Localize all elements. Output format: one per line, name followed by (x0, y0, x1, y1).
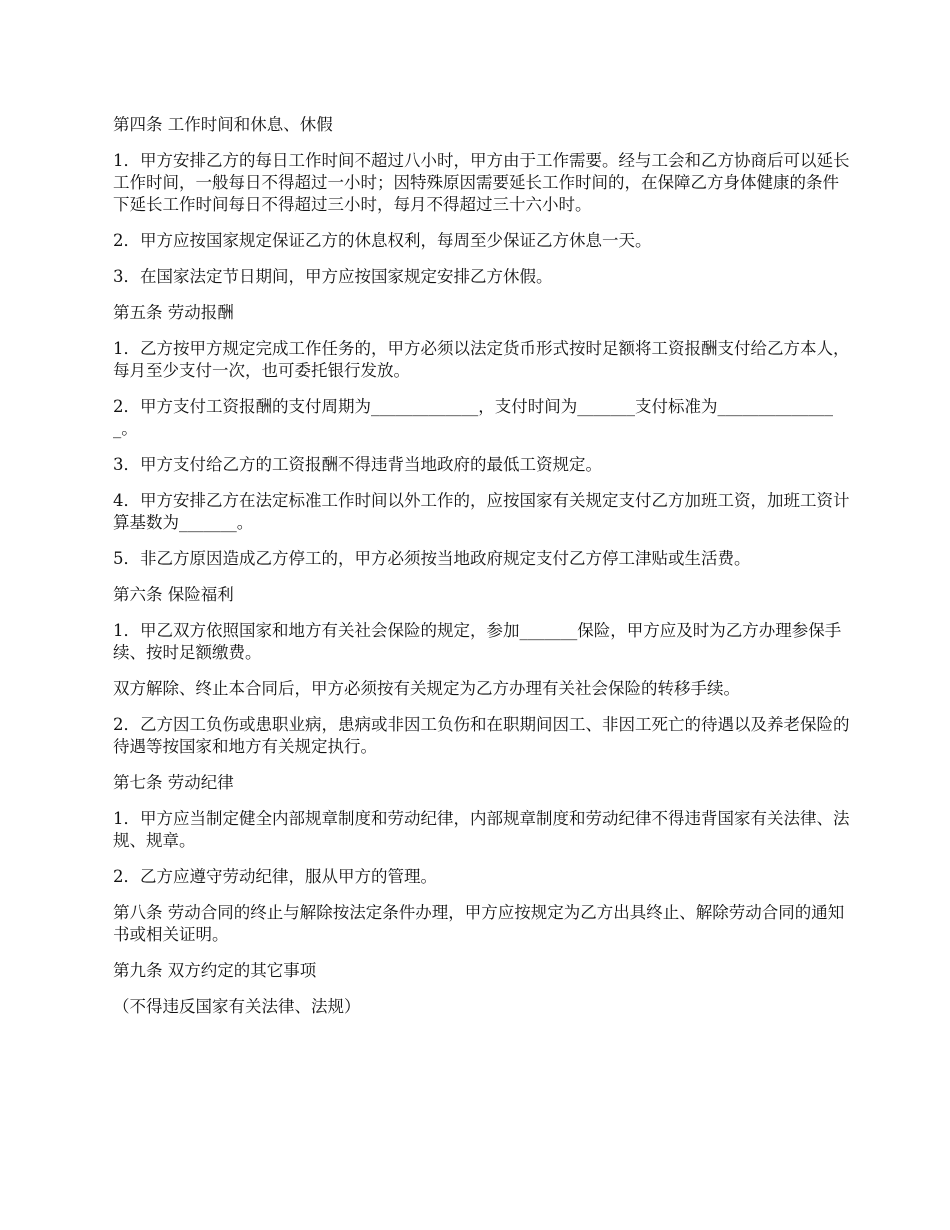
article-5-clause-1: 1．乙方按甲方规定完成工作任务的，甲方必须以法定货币形式按时足额将工资报酬支付给乙方本人，每月至少支付一次，也可委托银行发放。 (113, 339, 850, 380)
article-6-clause-1-continued: 双方解除、终止本合同后，甲方必须按有关规定为乙方办理有关社会保险的转移手续。 (113, 679, 740, 698)
article-8-text: 第八条 劳动合同的终止与解除按法定条件办理，甲方应按规定为乙方出具终止、解除劳动合同的通知书或相关证明。 (113, 903, 845, 944)
article-6-heading: 第六条 保险福利 (113, 585, 234, 604)
article-5-heading: 第五条 劳动报酬 (113, 303, 234, 322)
article-5-clause-5: 5．非乙方原因造成乙方停工的，甲方必须按当地政府规定支付乙方停工津贴或生活费。 (113, 549, 751, 568)
article-5-clause-3: 3．甲方支付给乙方的工资报酬不得违背当地政府的最低工资规定。 (113, 455, 602, 474)
article-9-note: （不得违反国家有关法律、法规） (113, 997, 361, 1016)
article-4-clause-1: 1．甲方安排乙方的每日工作时间不超过八小时，甲方由于工作需要。经与工会和乙方协商后可以延长工作时间，一般每日不得超过一小时；因特殊原因需要延长工作时间的，在保障乙方身体健康的条件下延长工作时间每日不得超过三小时，每月不得超过三十六小时。 (113, 151, 850, 214)
article-9-heading: 第九条 双方约定的其它事项 (113, 961, 317, 980)
article-5-clause-4: 4．甲方安排乙方在法定标准工作时间以外工作的，应按国家有关规定支付乙方加班工资，加班工资计算基数为_______。 (113, 491, 850, 532)
article-6-clause-2: 2．乙方因工负伤或患职业病，患病或非因工负伤和在职期间因工、非因工死亡的待遇以及养老保险的待遇等按国家和地方有关规定执行。 (113, 715, 850, 756)
article-4-heading: 第四条 工作时间和休息、休假 (113, 115, 333, 134)
article-7-clause-2: 2．乙方应遵守劳动纪律，服从甲方的管理。 (113, 867, 437, 886)
article-7-heading: 第七条 劳动纪律 (113, 773, 234, 792)
article-7-clause-1: 1．甲方应当制定健全内部规章制度和劳动纪律，内部规章制度和劳动纪律不得违背国家有关法律、法规、规章。 (113, 809, 850, 850)
article-5-clause-2: 2．甲方支付工资报酬的支付周期为_____________，支付时间为_______支付标准为_______________。 (113, 397, 833, 438)
article-6-clause-1: 1．甲乙双方依照国家和地方有关社会保险的规定，参加_______保险，甲方应及时为乙方办理参保手续、按时足额缴费。 (113, 621, 842, 662)
article-4-clause-2: 2．甲方应按国家规定保证乙方的休息权利，每周至少保证乙方休息一天。 (113, 231, 652, 250)
article-4-clause-3: 3．在国家法定节日期间，甲方应按国家规定安排乙方休假。 (113, 267, 553, 286)
